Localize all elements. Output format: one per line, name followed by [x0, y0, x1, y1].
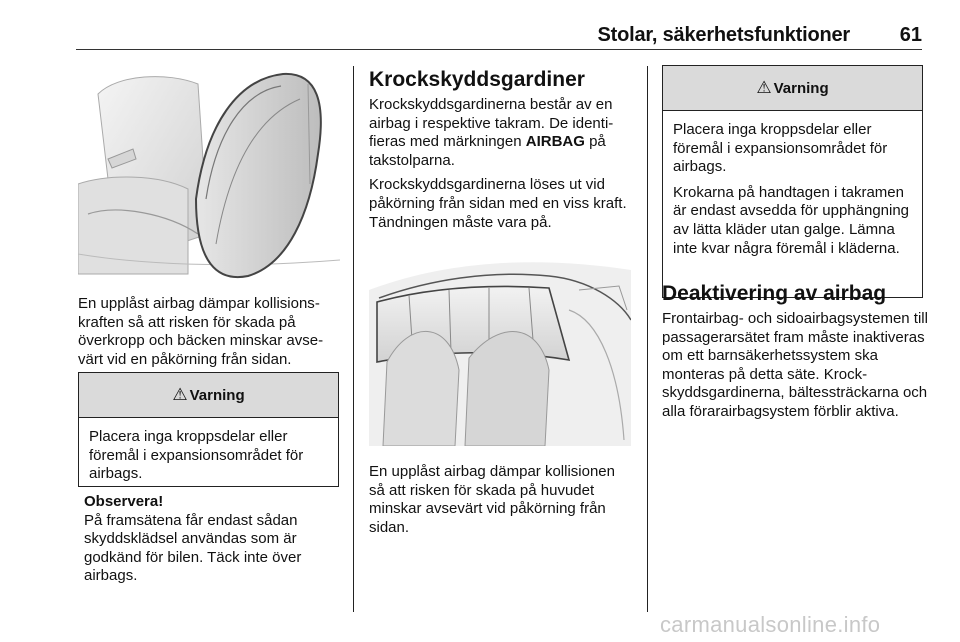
section-heading-curtain-airbags: Krockskyddsgardiner: [369, 68, 585, 91]
paragraph-text: Krockskyddsgardinerna består av en airbag i respektive takram. De identifieras med märkningen: [369, 96, 614, 151]
warning-box-2: [662, 65, 923, 298]
figure-caption: En upplåst airbag dämpar kollisionskraften så att risken för skada på överkropp och bäcken minskar avsevärt vid en påkörning från sidan.: [78, 295, 324, 368]
curtain-airbag-illustration: [369, 250, 631, 446]
warning-triangle-icon: ⚠: [172, 385, 188, 404]
paragraph-curtain-intro: [369, 96, 634, 170]
note-title: Observera!: [84, 493, 164, 510]
warning-header: [663, 66, 922, 111]
paragraph-deactivation: Frontairbag- och sidoairbagsystemen till passagerarsätet fram måste inaktiveras om ett barnsäkerhetssystem ska monteras på detta säte. Krockskyddsgardinerna, bältessträckarna och alla förarairbagsystem förblir aktiva.: [662, 310, 928, 420]
curtain-airbag-drawing: [369, 250, 631, 446]
warning-text: Placera inga kroppsdelar eller föremål i expansionsområdet för airbags.: [673, 121, 888, 176]
note-section: [84, 493, 346, 586]
column-1-caption: [78, 295, 342, 369]
warning-text: Placera inga kroppsdelar eller föremål i expansionsområdet för airbags.: [89, 428, 304, 483]
paragraph-text: på takstolparna.: [369, 133, 606, 169]
warning-triangle-icon: ⚠: [756, 78, 772, 97]
warning-body: [79, 418, 338, 492]
warning-header: [79, 373, 338, 418]
page-number: 61: [899, 24, 922, 46]
seat-side-airbag-illustration: [78, 64, 340, 282]
watermark: carmanualsonline.info: [660, 612, 881, 637]
paragraph-curtain-deploy: Krockskyddsgardinerna löses ut vid påkörning från sidan med en viss kraft. Tändningen måste vara på.: [369, 176, 627, 231]
header-rule: [76, 49, 922, 50]
column-2-caption: [369, 463, 634, 537]
column-divider-2: [647, 66, 648, 612]
warning-title: Varning: [189, 386, 245, 404]
section-heading-deactivation: Deaktivering av airbag: [662, 282, 887, 305]
warning-title: Varning: [773, 79, 829, 97]
warning-text-hooks: Krokarna på handtagen i takramen är endast avsedda för upphängning av lätta kläder utan galge. Lämna inte kvar några föremål i kläderna.: [673, 183, 910, 257]
seat-airbag-drawing: [78, 64, 340, 282]
column-divider-1: [353, 66, 354, 612]
warning-body: [663, 111, 922, 266]
warning-box-1: [78, 372, 339, 487]
note-text: På framsätena får endast sådan skyddsklädsel användas som är godkänd för bilen. Täck inte över airbags.: [84, 511, 302, 585]
figure-caption-curtain: En upplåst airbag dämpar kollisionen så att risken för skada på huvudet minskar avsevärt vid påkörning från sidan.: [369, 463, 615, 536]
airbag-marking: AIRBAG: [525, 133, 585, 151]
page-header-title: Stolar, säkerhetsfunktioner: [597, 24, 850, 46]
column-3-text: [662, 282, 928, 422]
column-2-text: [369, 68, 634, 232]
